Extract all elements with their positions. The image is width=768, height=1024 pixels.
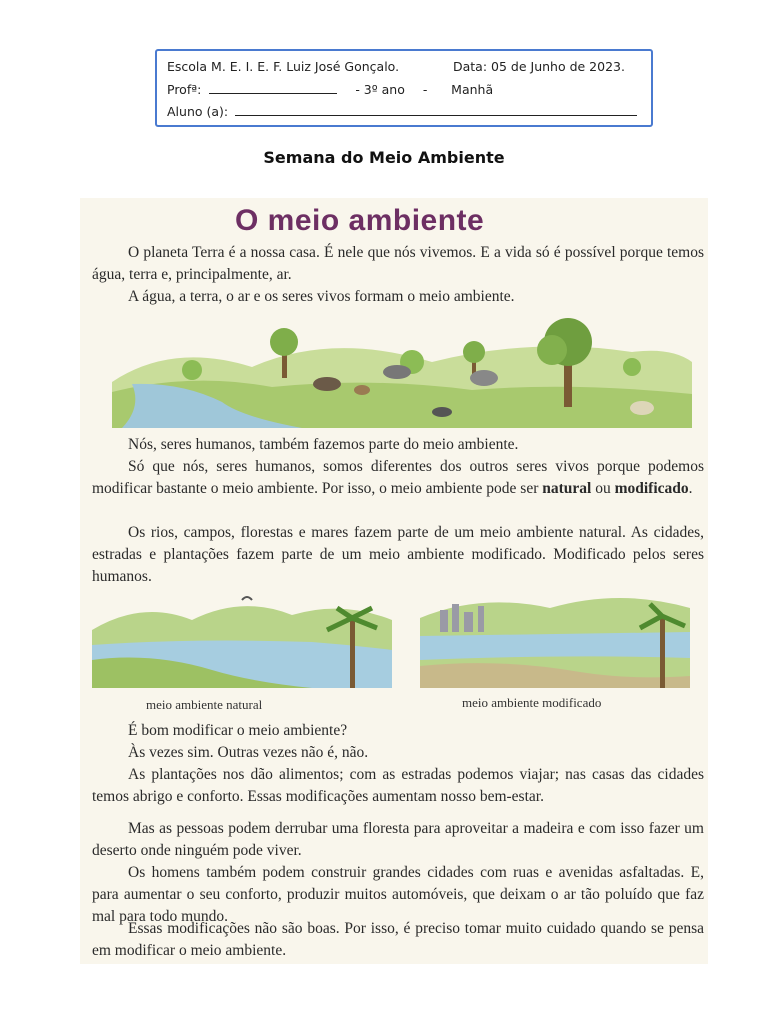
student-line <box>167 103 637 119</box>
closing-text-2: Às vezes sim. Outras vezes não é, não. <box>128 744 369 761</box>
worksheet-title: O meio ambiente <box>235 204 485 237</box>
middle-text-1: Nós, seres humanos, também fazemos parte do meio ambiente. <box>128 436 519 453</box>
middle-text-ou: ou <box>591 480 615 497</box>
page-title: Semana do Meio Ambiente <box>263 148 505 167</box>
closing-text-4: Mas as pessoas podem derrubar uma floresta para aproveitar a madeira e com isso fazer um deserto onde ninguém pode viver. <box>92 820 704 859</box>
teacher-blank[interactable] <box>209 81 337 94</box>
modified-word: modificado <box>614 480 689 497</box>
date-text: Data: 05 de Junho de 2023. <box>453 59 625 74</box>
worksheet-scan <box>80 198 708 964</box>
shift-text: - Manhã <box>422 82 494 97</box>
middle-text-period: . <box>688 480 693 497</box>
school-name: Escola M. E. I. E. F. Luiz José Gonçalo. <box>167 59 400 74</box>
landscape-illustration <box>112 312 692 428</box>
middle-text-2: Só que nós, seres humanos, somos diferentes dos outros seres vivos porque podemos modificar bastante o meio ambiente. Por isso, o meio ambiente pode ser <box>92 458 704 497</box>
header-box <box>155 49 653 127</box>
student-label: Aluno (a): <box>167 104 229 119</box>
closing-text-1: É bom modificar o meio ambiente? <box>128 722 348 739</box>
teacher-line <box>167 81 493 97</box>
grade-text: - 3º ano <box>355 82 405 97</box>
caption-modified: meio ambiente modificado <box>462 695 602 710</box>
intro-text-1: O planeta Terra é a nossa casa. É nele que nós vivemos. E a vida só é possível porque temos água, terra e, principalmente, ar. <box>92 244 704 283</box>
middle-text-3: Os rios, campos, florestas e mares fazem parte de um meio ambiente natural. As cidades, estradas e plantações fazem parte de um meio ambiente modificado. Modificado pelos seres humanos. <box>92 524 704 585</box>
natural-word: natural <box>542 480 592 497</box>
closing-text-5: Os homens também podem construir grandes cidades com ruas e avenidas asfaltadas. E, para aumentar o seu conforto, produzir muitos automóveis, que deixam o ar tão poluído que faz mal para todo mundo. <box>92 864 704 925</box>
intro-paragraph-1 <box>92 242 704 286</box>
closing-text-6: Essas modificações não são boas. Por isso, é preciso tomar muito cuidado quando se pensa em modificar o meio ambiente. <box>92 920 704 959</box>
teacher-label: Profª: <box>167 82 202 97</box>
middle-paragraph-2 <box>92 456 704 500</box>
closing-text-3: As plantações nos dão alimentos; com as estradas podemos viajar; nas casas das cidades temos abrigo e conforto. Essas modificações aumentam nosso bem-estar. <box>92 766 704 805</box>
intro-text-2: A água, a terra, o ar e os seres vivos formam o meio ambiente. <box>128 288 515 305</box>
natural-environment-illustration <box>92 590 392 688</box>
caption-natural: meio ambiente natural <box>146 697 263 712</box>
student-blank[interactable] <box>235 103 637 116</box>
modified-environment-illustration <box>420 588 690 688</box>
